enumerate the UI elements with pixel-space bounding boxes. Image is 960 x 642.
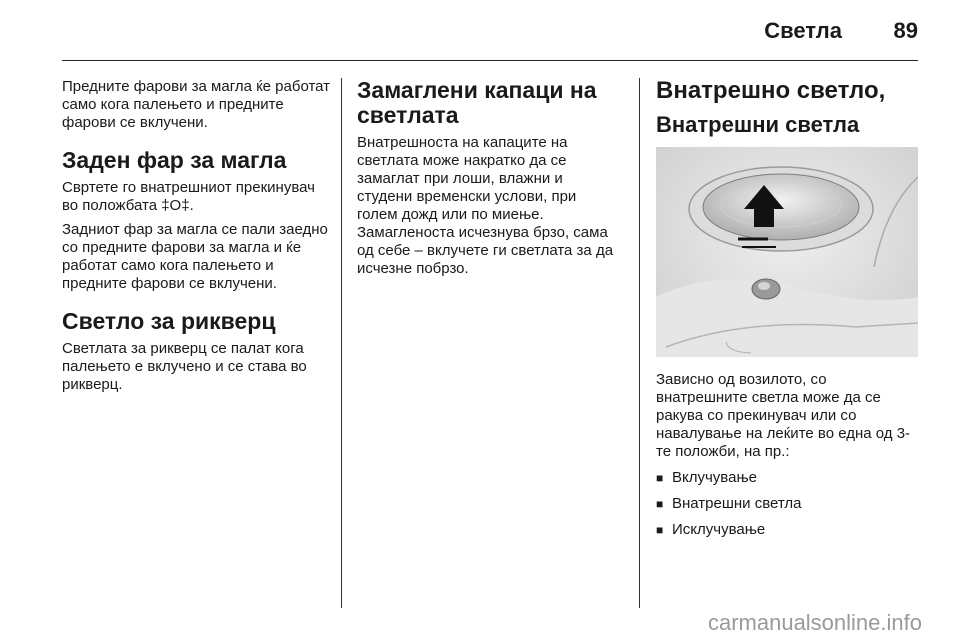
reverse-light-heading: Светло за рикверц <box>62 308 276 334</box>
header-title: Светла <box>764 18 842 43</box>
list-item: ■ Исклучување <box>656 521 918 539</box>
reverse-light-paragraph: Светлата за рикверц се палат кога палењето е вклучено и се става во рикверц. <box>62 340 307 393</box>
page-header <box>0 0 960 60</box>
column-right <box>656 78 918 547</box>
interior-light-illustration <box>656 147 918 357</box>
site-watermark: carmanualsonline.info <box>707 610 922 635</box>
list-item: ■ Вклучување <box>656 469 918 487</box>
intro-paragraph: Предните фарови за магла ќе работат само кога палењето и предните фарови се вклучени. <box>62 78 331 131</box>
column-divider <box>341 78 342 608</box>
positions-list <box>656 469 918 539</box>
interior-lights-subheading: Внатрешни светла <box>656 112 860 137</box>
dome-light-drawing <box>656 147 918 357</box>
rear-fog-heading: Заден фар за магла <box>62 147 287 173</box>
page-number: 89 <box>893 18 918 43</box>
column-left <box>62 78 332 394</box>
rear-fog-paragraph-2: Задниот фар за магла се пали заедно со предните фарови за магла и ќе работат само кога палењето и предните фарови се вклучени. <box>62 221 328 292</box>
header-rule <box>62 60 918 61</box>
list-item: ■ Внатрешни светла <box>656 495 918 513</box>
misted-covers-heading: Замаглени капаци на светлата <box>357 77 597 128</box>
interior-light-heading: Внатрешно светло, <box>656 77 886 104</box>
column-middle <box>357 78 619 278</box>
interior-light-paragraph: Зависно од возилото, со внатрешните светла може да се ракува со прекинувач или со навалување на леќите во една од 3-те положби, на пр.: <box>656 371 911 460</box>
rear-fog-paragraph-1: Свртете го внатрешниот прекинувач во положбата ‡O‡. <box>62 179 315 214</box>
misted-covers-paragraph: Внатрешноста на капаците на светлата може накратко да се замаглат при лоши, влажни и студени временски услови, при голем дожд или по миење. Замагленоста исчезнува брзо, сама од себе – вклучете ги светлата за да исчезне побрзо. <box>357 134 614 277</box>
column-divider <box>639 78 640 608</box>
